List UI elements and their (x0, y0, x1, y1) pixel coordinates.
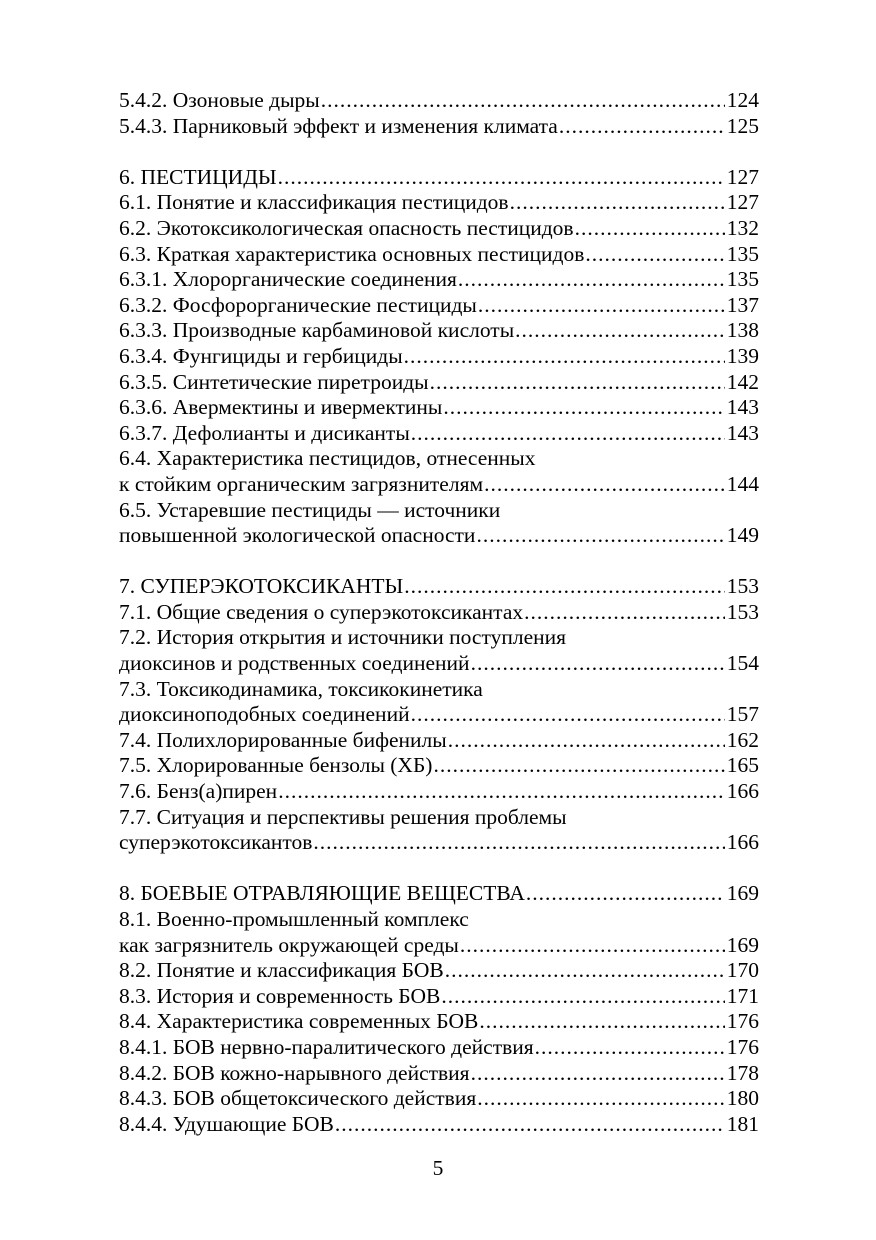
toc-entry (119, 267, 759, 293)
toc-leader-dots (448, 728, 725, 754)
toc-entry-page: 127 (726, 164, 759, 189)
toc-entry (119, 395, 759, 421)
toc-entry-title: 7.1. Общие сведения о суперэкотоксикантах (119, 599, 524, 624)
toc-entry (119, 242, 759, 268)
toc-entry-title: 6.3.3. Производные карбаминовой кислоты (119, 318, 515, 343)
toc-entry (119, 88, 759, 114)
toc-entry (119, 574, 759, 600)
section-gap (119, 139, 759, 165)
toc-entry-page: 153 (726, 599, 759, 624)
toc-entry-title: 7.7. Ситуация и перспективы решения проблемы (119, 804, 567, 829)
toc-entry-title: 5.4.2. Озоновые дыры (119, 88, 320, 112)
toc-entry-title: 6.3.5. Синтетические пиретроиды (119, 369, 429, 394)
toc-entry (119, 165, 759, 191)
toc-entry-page: 176 (726, 1034, 759, 1059)
toc-entry-page: 142 (726, 369, 759, 394)
toc-entry (119, 728, 759, 754)
toc-entry-title: 6.5. Устаревшие пестициды — источники (119, 497, 501, 522)
toc-entry-page: 124 (726, 88, 759, 112)
toc-entry-title: 8.4.4. Удушающие БОВ (119, 1111, 334, 1136)
toc-entry-title: 6.3.2. Фосфорорганические пестициды (119, 292, 477, 317)
toc-entry (119, 779, 759, 805)
toc-entry-title: 6.2. Экотоксикологическая опасность пестицидов (119, 215, 574, 240)
toc-entry-page: 135 (726, 241, 759, 266)
toc-entry (119, 677, 759, 703)
toc-entry (119, 344, 759, 370)
toc-entry (119, 933, 759, 959)
toc-entry-title: повышенной экологической опасности (119, 523, 476, 548)
toc-entry-title: 8.4.2. БОВ кожно-нарывного действия (119, 1060, 470, 1085)
toc-entry-title: 6.3.1. Хлорорганические соединения (119, 267, 457, 292)
toc-entry-page: 139 (726, 343, 759, 368)
toc-entry (119, 1112, 759, 1138)
toc-entry-title: суперэкотоксикантов (119, 830, 313, 855)
toc-entry-page: 149 (726, 523, 759, 548)
toc-entry-page: 157 (726, 702, 759, 727)
toc-leader-dots (471, 651, 725, 677)
toc-entry (119, 830, 759, 856)
toc-entry-title: 6.1. Понятие и классификация пестицидов (119, 190, 509, 215)
toc-entry-page: 143 (726, 395, 759, 420)
toc-entry-title: 7.3. Токсикодинамика, токсикокинетика (119, 676, 483, 701)
toc-leader-dots (484, 472, 725, 498)
toc-entry-title: 5.4.3. Парниковый эффект и изменения климата (119, 113, 558, 138)
toc-entry-title: к стойким органическим загрязнителям (119, 471, 484, 496)
section-gap (119, 856, 759, 882)
toc-entry (119, 293, 759, 319)
toc-entry-title: 8. БОЕВЫЕ ОТРАВЛЯЮЩИЕ ВЕЩЕСТВА (119, 881, 525, 906)
toc-leader-dots (313, 830, 724, 856)
toc-entry (119, 472, 759, 498)
toc-leader-dots (471, 1061, 725, 1087)
toc-leader-dots (433, 753, 724, 779)
toc-leader-dots (278, 779, 725, 805)
toc-entry (119, 702, 759, 728)
toc-entry-title: 7. СУПЕРЭКОТОКСИКАНТЫ (119, 574, 404, 599)
toc-entry-title: 8.1. Военно-промышленный комплекс (119, 907, 469, 931)
toc-entry-title: 6.3. Краткая характеристика основных пестицидов (119, 241, 585, 266)
toc-entry-title: диоксинов и родственных соединений (119, 651, 470, 676)
toc-leader-dots (460, 933, 725, 959)
toc-entry (119, 318, 759, 344)
toc-entry-title: как загрязнитель окружающей среды (119, 932, 459, 957)
page-number: 5 (432, 1156, 444, 1180)
toc-leader-dots (443, 395, 724, 421)
toc-entry-title: 7.6. Бенз(а)пирен (119, 779, 278, 804)
toc-entry (119, 421, 759, 447)
toc-leader-dots (321, 88, 725, 114)
toc-leader-dots (515, 318, 725, 344)
toc-entry (119, 216, 759, 242)
toc-entry-page: 169 (726, 881, 759, 906)
toc-entry-title: 8.4. Характеристика современных БОВ (119, 1009, 479, 1034)
toc-entry (119, 1061, 759, 1087)
toc-entry-title: 6.4. Характеристика пестицидов, отнесенных (119, 446, 536, 471)
toc-entry-title: 8.2. Понятие и классификация БОВ (119, 958, 444, 983)
toc-entry (119, 881, 759, 907)
toc-entry (119, 523, 759, 549)
toc-entry-title: 8.4.3. БОВ общетоксического действия (119, 1086, 477, 1111)
toc-entry-page: 176 (726, 1009, 759, 1034)
toc-entry (119, 190, 759, 216)
toc-entry-page: 125 (726, 113, 759, 138)
toc-leader-dots (404, 574, 725, 600)
toc-entry-title: 7.4. Полихлорированные бифенилы (119, 727, 447, 752)
toc-leader-dots (476, 523, 724, 549)
section-gap (119, 549, 759, 575)
toc-entry-title: диоксиноподобных соединений (119, 702, 410, 727)
toc-entry (119, 370, 759, 396)
toc-entry-page: 137 (726, 292, 759, 317)
toc-leader-dots (278, 165, 725, 191)
toc-entry-title: 8.3. История и современность БОВ (119, 983, 441, 1008)
toc-entry-page: 166 (726, 779, 759, 804)
toc-leader-dots (404, 344, 725, 370)
toc-leader-dots (510, 190, 725, 216)
toc-entry-title: 6. ПЕСТИЦИДЫ (119, 164, 277, 189)
toc-leader-dots (477, 1086, 725, 1112)
toc-entry-title: 7.5. Хлорированные бензолы (ХБ) (119, 753, 433, 778)
toc-entry (119, 625, 759, 651)
table-of-contents (119, 88, 759, 1137)
toc-leader-dots (411, 421, 725, 447)
toc-entry-page: 135 (726, 267, 759, 292)
toc-entry (119, 907, 759, 933)
toc-leader-dots (445, 958, 725, 984)
toc-leader-dots (535, 1035, 725, 1061)
toc-entry-page: 171 (726, 983, 759, 1008)
toc-entry (119, 600, 759, 626)
toc-entry (119, 1035, 759, 1061)
toc-entry-page: 170 (726, 958, 759, 983)
toc-entry-title: 6.3.6. Авермектины и ивермектины (119, 395, 443, 420)
toc-entry (119, 805, 759, 831)
toc-leader-dots (559, 114, 725, 140)
toc-entry-title: 7.2. История открытия и источники поступления (119, 625, 567, 650)
toc-leader-dots (441, 984, 724, 1010)
toc-entry-page: 165 (726, 753, 759, 778)
toc-entry-page: 178 (726, 1060, 759, 1085)
toc-entry-page: 162 (726, 727, 759, 752)
toc-entry-page: 181 (726, 1111, 759, 1136)
toc-entry (119, 984, 759, 1010)
toc-entry (119, 498, 759, 524)
toc-entry (119, 651, 759, 677)
toc-leader-dots (411, 702, 725, 728)
toc-entry-page: 127 (726, 190, 759, 215)
toc-entry-page: 144 (726, 471, 759, 496)
toc-leader-dots (479, 1009, 724, 1035)
toc-leader-dots (430, 370, 725, 396)
toc-entry-title: 8.4.1. БОВ нервно-паралитического действия (119, 1034, 534, 1059)
toc-entry-page: 180 (726, 1086, 759, 1111)
toc-leader-dots (478, 293, 725, 319)
toc-leader-dots (526, 881, 725, 907)
toc-entry (119, 114, 759, 140)
toc-entry-page: 143 (726, 420, 759, 445)
toc-leader-dots (575, 216, 725, 242)
toc-leader-dots (524, 600, 725, 626)
toc-leader-dots (335, 1112, 725, 1138)
toc-entry (119, 1009, 759, 1035)
toc-entry-page: 169 (726, 932, 759, 957)
toc-leader-dots (585, 242, 724, 268)
toc-entry-page: 153 (726, 574, 759, 599)
toc-entry-title: 6.3.4. Фунгициды и гербициды (119, 343, 403, 368)
toc-entry-page: 138 (726, 318, 759, 343)
toc-entry (119, 753, 759, 779)
toc-entry (119, 958, 759, 984)
toc-entry-page: 132 (726, 215, 759, 240)
toc-entry-title: 6.3.7. Дефолианты и дисиканты (119, 420, 410, 445)
toc-entry-page: 166 (726, 830, 759, 855)
toc-entry (119, 1086, 759, 1112)
toc-leader-dots (458, 267, 725, 293)
toc-entry (119, 446, 759, 472)
toc-entry-page: 154 (726, 651, 759, 676)
